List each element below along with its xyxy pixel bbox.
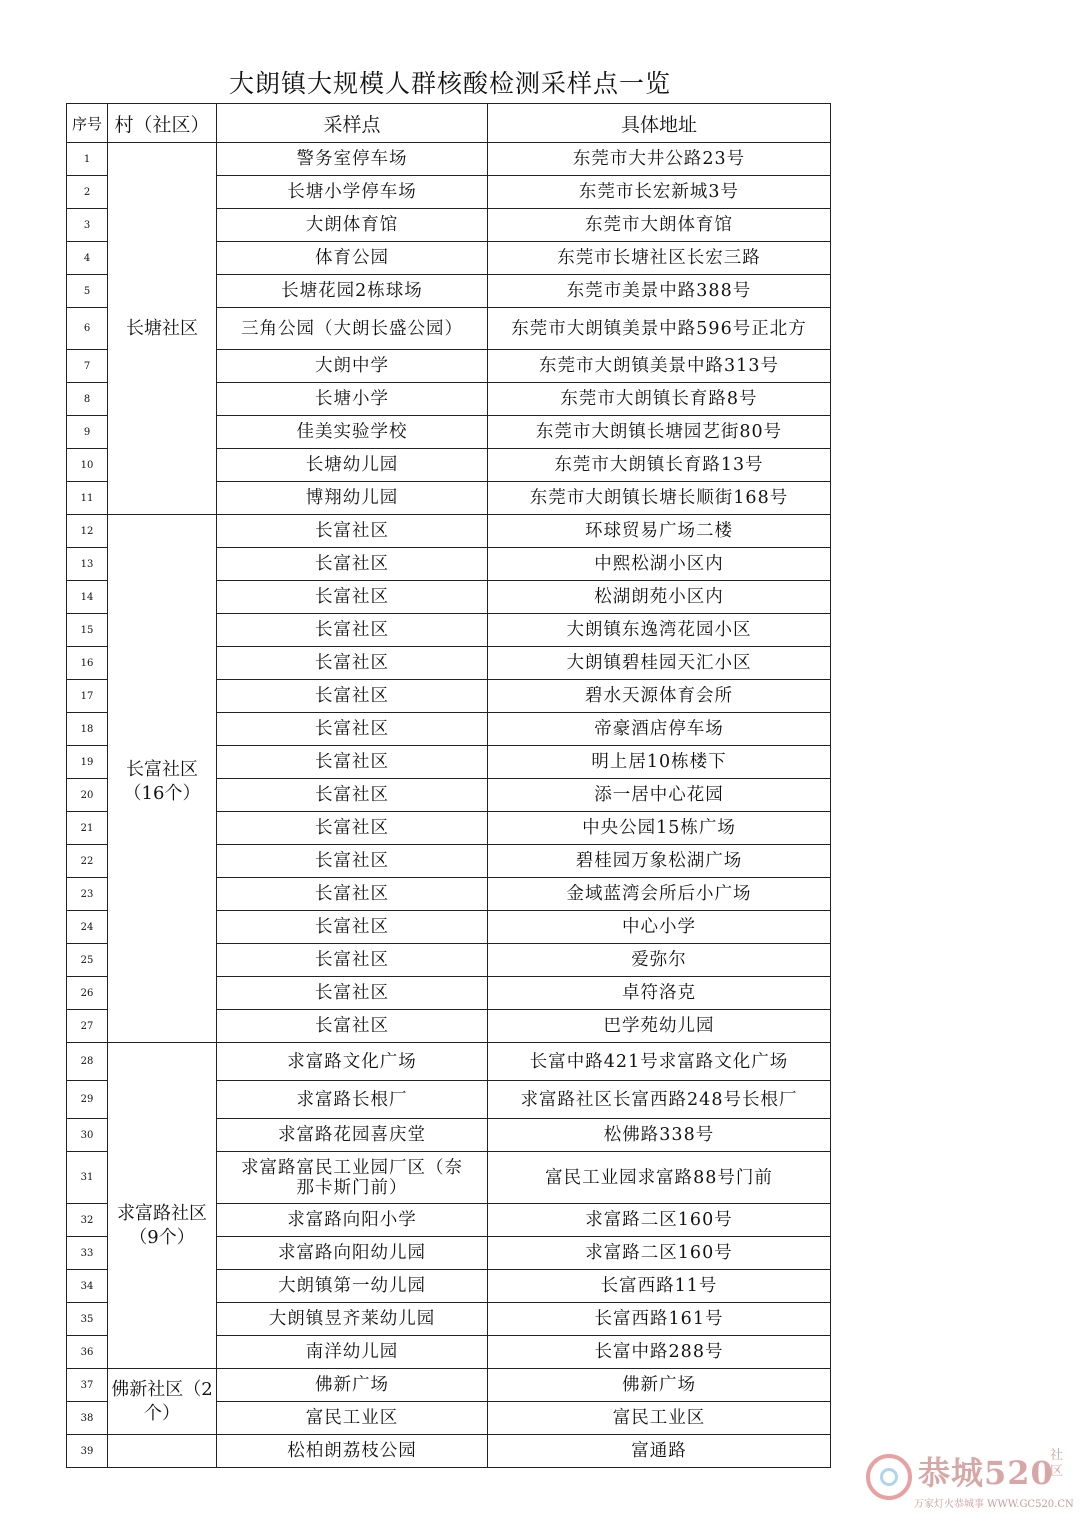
row-site: 长富社区	[217, 845, 488, 878]
row-seq: 17	[67, 680, 108, 713]
village-label	[108, 1435, 217, 1468]
row-address: 中央公园15栋广场	[488, 812, 831, 845]
row-address: 添一居中心花园	[488, 779, 831, 812]
row-address: 东莞市大朗体育馆	[488, 209, 831, 242]
row-seq: 14	[67, 581, 108, 614]
row-address: 帝豪酒店停车场	[488, 713, 831, 746]
village-label: 长富社区（16个）	[108, 515, 217, 1043]
row-site: 大朗镇昱齐莱幼儿园	[217, 1303, 488, 1336]
row-address: 大朗镇东逸湾花园小区	[488, 614, 831, 647]
row-address: 富民工业园求富路88号门前	[488, 1152, 831, 1204]
row-site: 长富社区	[217, 515, 488, 548]
row-address: 东莞市大井公路23号	[488, 143, 831, 176]
header-address: 具体地址	[488, 104, 831, 143]
row-site: 长富社区	[217, 977, 488, 1010]
row-address: 碧桂园万象松湖广场	[488, 845, 831, 878]
row-seq: 1	[67, 143, 108, 176]
row-site: 长富社区	[217, 944, 488, 977]
row-address: 富民工业区	[488, 1402, 831, 1435]
village-label: 佛新社区（2个）	[108, 1369, 217, 1435]
row-seq: 33	[67, 1237, 108, 1270]
row-site: 佳美实验学校	[217, 416, 488, 449]
row-address: 长富西路161号	[488, 1303, 831, 1336]
row-seq: 15	[67, 614, 108, 647]
watermark-side: 社区	[1050, 1448, 1064, 1479]
row-address: 东莞市大朗镇长育路8号	[488, 383, 831, 416]
row-site: 长塘幼儿园	[217, 449, 488, 482]
watermark-name: 恭城520	[918, 1454, 1054, 1492]
row-address: 东莞市大朗镇长塘园艺街80号	[488, 416, 831, 449]
row-seq: 24	[67, 911, 108, 944]
row-site: 大朗镇第一幼儿园	[217, 1270, 488, 1303]
row-seq: 27	[67, 1010, 108, 1043]
row-address: 东莞市长宏新城3号	[488, 176, 831, 209]
row-site: 求富路富民工业园厂区（奈那卡斯门前）	[217, 1152, 488, 1204]
row-address: 长富西路11号	[488, 1270, 831, 1303]
row-site: 求富路长根厂	[217, 1081, 488, 1119]
row-seq: 2	[67, 176, 108, 209]
row-site: 长富社区	[217, 911, 488, 944]
row-seq: 12	[67, 515, 108, 548]
row-seq: 23	[67, 878, 108, 911]
row-address: 佛新广场	[488, 1369, 831, 1402]
row-address: 卓符洛克	[488, 977, 831, 1010]
row-site: 南洋幼儿园	[217, 1336, 488, 1369]
sampling-sites-table	[66, 103, 831, 1468]
table-row	[67, 1369, 831, 1402]
row-seq: 36	[67, 1336, 108, 1369]
row-address: 中熙松湖小区内	[488, 548, 831, 581]
row-seq: 3	[67, 209, 108, 242]
table-row	[67, 1435, 831, 1468]
row-site: 长富社区	[217, 581, 488, 614]
row-seq: 32	[67, 1204, 108, 1237]
row-site: 松柏朗荔枝公园	[217, 1435, 488, 1468]
row-seq: 22	[67, 845, 108, 878]
row-site: 长富社区	[217, 812, 488, 845]
row-site: 长富社区	[217, 1010, 488, 1043]
row-site: 求富路文化广场	[217, 1043, 488, 1081]
header-seq: 序号	[67, 104, 108, 143]
row-seq: 19	[67, 746, 108, 779]
row-address: 大朗镇碧桂园天汇小区	[488, 647, 831, 680]
row-site: 体育公园	[217, 242, 488, 275]
table-body	[67, 143, 831, 1468]
table-row	[67, 143, 831, 176]
row-seq: 16	[67, 647, 108, 680]
row-site: 博翔幼儿园	[217, 482, 488, 515]
row-address: 东莞市长塘社区长宏三路	[488, 242, 831, 275]
row-site: 大朗体育馆	[217, 209, 488, 242]
watermark-logo-icon	[866, 1454, 912, 1500]
row-address: 东莞市美景中路388号	[488, 275, 831, 308]
row-seq: 37	[67, 1369, 108, 1402]
row-site: 长塘花园2栋球场	[217, 275, 488, 308]
row-seq: 35	[67, 1303, 108, 1336]
row-seq: 11	[67, 482, 108, 515]
watermark-sub: 万家灯火恭城事 WWW.GC520.CN	[914, 1499, 1074, 1510]
row-site: 长富社区	[217, 779, 488, 812]
row-address: 求富路二区160号	[488, 1237, 831, 1270]
village-label: 长塘社区	[108, 143, 217, 515]
page-title: 大朗镇大规模人群核酸检测采样点一览	[228, 69, 671, 98]
row-site: 长富社区	[217, 548, 488, 581]
row-site: 长富社区	[217, 680, 488, 713]
row-seq: 31	[67, 1152, 108, 1204]
row-address: 松湖朗苑小区内	[488, 581, 831, 614]
row-site: 三角公园（大朗长盛公园）	[217, 308, 488, 350]
row-address: 环球贸易广场二楼	[488, 515, 831, 548]
row-site: 长塘小学	[217, 383, 488, 416]
table-row	[67, 1043, 831, 1081]
row-address: 中心小学	[488, 911, 831, 944]
table-row	[67, 515, 831, 548]
header-village: 村（社区）	[108, 104, 217, 143]
row-seq: 20	[67, 779, 108, 812]
row-site: 长塘小学停车场	[217, 176, 488, 209]
row-seq: 18	[67, 713, 108, 746]
row-site: 长富社区	[217, 647, 488, 680]
row-seq: 26	[67, 977, 108, 1010]
row-seq: 34	[67, 1270, 108, 1303]
row-seq: 13	[67, 548, 108, 581]
table-header-row	[67, 104, 831, 143]
row-site: 佛新广场	[217, 1369, 488, 1402]
header-site: 采样点	[217, 104, 488, 143]
row-address: 东莞市大朗镇长塘长顺街168号	[488, 482, 831, 515]
row-site: 警务室停车场	[217, 143, 488, 176]
village-label: 求富路社区（9个）	[108, 1043, 217, 1369]
row-address: 东莞市大朗镇长育路13号	[488, 449, 831, 482]
row-site: 大朗中学	[217, 350, 488, 383]
row-site: 长富社区	[217, 614, 488, 647]
row-seq: 9	[67, 416, 108, 449]
row-site: 长富社区	[217, 746, 488, 779]
row-seq: 28	[67, 1043, 108, 1081]
row-address: 富通路	[488, 1435, 831, 1468]
row-site: 求富路花园喜庆堂	[217, 1119, 488, 1152]
row-site: 求富路向阳小学	[217, 1204, 488, 1237]
row-seq: 5	[67, 275, 108, 308]
row-address: 金域蓝湾会所后小广场	[488, 878, 831, 911]
row-site: 求富路向阳幼儿园	[217, 1237, 488, 1270]
row-address: 明上居10栋楼下	[488, 746, 831, 779]
row-seq: 8	[67, 383, 108, 416]
watermark	[866, 1442, 1074, 1512]
row-address: 碧水天源体育会所	[488, 680, 831, 713]
row-address: 长富中路288号	[488, 1336, 831, 1369]
row-address: 长富中路421号求富路文化广场	[488, 1043, 831, 1081]
row-address: 巴学苑幼儿园	[488, 1010, 831, 1043]
row-seq: 29	[67, 1081, 108, 1119]
row-site: 长富社区	[217, 878, 488, 911]
row-seq: 4	[67, 242, 108, 275]
row-address: 东莞市大朗镇美景中路313号	[488, 350, 831, 383]
row-seq: 21	[67, 812, 108, 845]
row-seq: 38	[67, 1402, 108, 1435]
row-site: 长富社区	[217, 713, 488, 746]
row-seq: 6	[67, 308, 108, 350]
row-address: 爱弥尔	[488, 944, 831, 977]
row-address: 松佛路338号	[488, 1119, 831, 1152]
row-site: 富民工业区	[217, 1402, 488, 1435]
row-address: 求富路社区长富西路248号长根厂	[488, 1081, 831, 1119]
row-seq: 39	[67, 1435, 108, 1468]
row-seq: 25	[67, 944, 108, 977]
row-seq: 10	[67, 449, 108, 482]
row-seq: 7	[67, 350, 108, 383]
row-seq: 30	[67, 1119, 108, 1152]
row-address: 东莞市大朗镇美景中路596号正北方	[488, 308, 831, 350]
row-address: 求富路二区160号	[488, 1204, 831, 1237]
